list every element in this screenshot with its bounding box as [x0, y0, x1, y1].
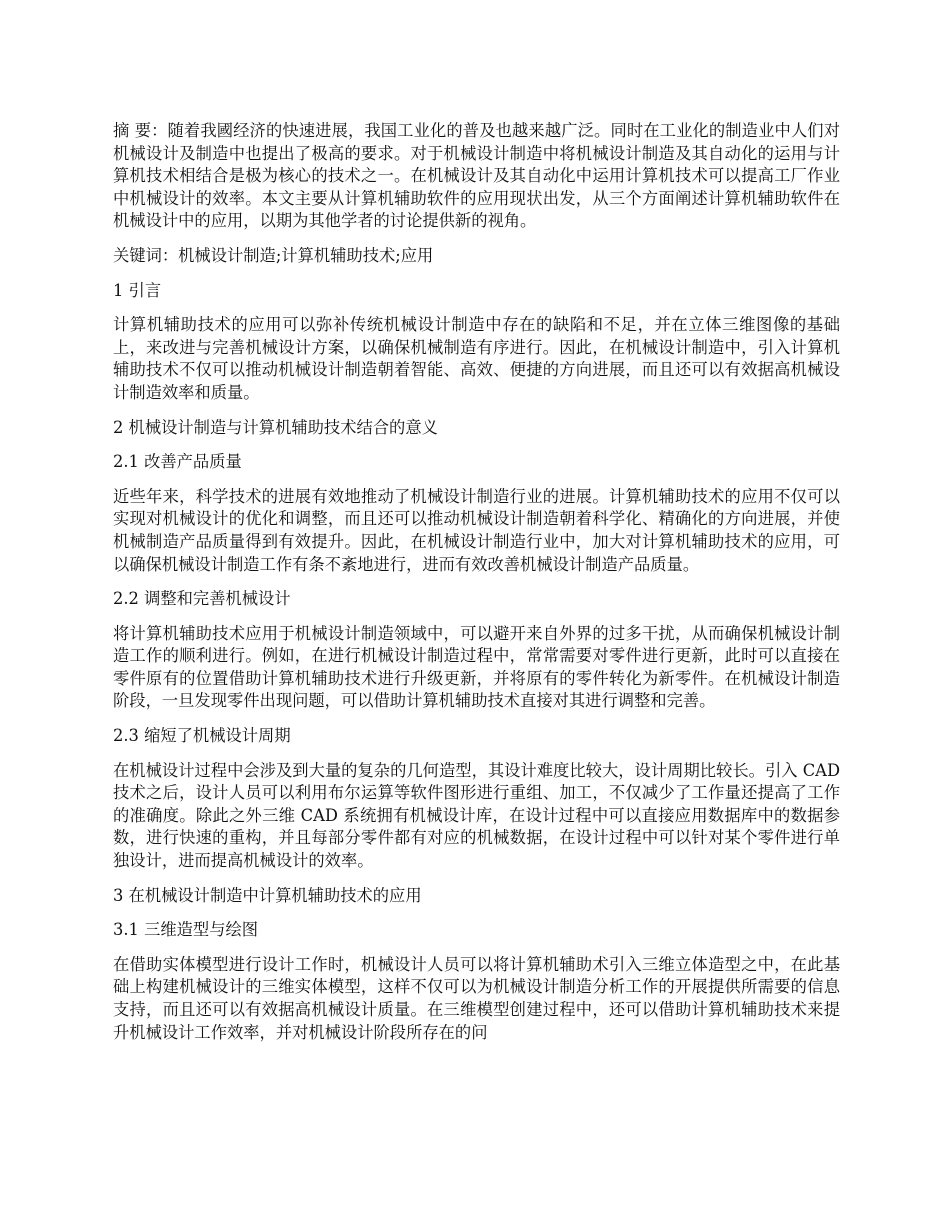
body-paragraph-2-3: 在机械设计过程中会涉及到大量的复杂的几何造型，其设计难度比较大，设计周期比较长。引入 CAD 技术之后，设计人员可以利用布尔运算等软件图形进行重组、加工，不仅减少了工作量还提高了工作的准确度。除此之外三维 CAD 系统拥有机械设计库，在设计过程中可以直接应用数据库中的数据参数，进行快速的重构，并且每部分零件都有对应的机械数据，在设计过程中可以针对某个零件进行单独设计，进而提高机械设计的效率。 [113, 760, 840, 871]
keywords-line: 关键词：机械设计制造;计算机辅助技术;应用 [113, 245, 434, 265]
section-heading-3: 3 在机械设计制造中计算机辅助技术的应用 [113, 885, 422, 905]
body-paragraph-3-1: 在借助实体模型进行设计工作时，机械设计人员可以将计算机辅助术引入三维立体造型之中，在此基础上构建机械设计的三维实体模型，这样不仅可以为机械设计制造分析工作的开展提供所需要的信息支持，而且还可以有效据高机械设计质量。在三维模型创建过程中，还可以借助计算机辅助技术来提升机械设计工作效率，并对机械设计阶段所存在的问 [113, 954, 840, 1042]
section-heading-2: 2 机械设计制造与计算机辅助技术结合的意义 [113, 417, 438, 437]
body-paragraph-2-2: 将计算机辅助技术应用于机械设计制造领域中，可以避开来自外界的过多干扰，从而确保机械设计制造工作的顺利进行。例如，在进行机械设计制造过程中，常常需要对零件进行更新，此时可以直接在零件原有的位置借助计算机辅助技术进行升级更新，并将原有的零件转化为新零件。在机械设计制造阶段，一旦发现零件出现问题，可以借助计算机辅助技术直接对其进行调整和完善。 [113, 623, 840, 711]
section-heading-1: 1 引言 [113, 280, 162, 300]
abstract-paragraph: 摘 要：随着我國经济的快速进展，我国工业化的普及也越来越广泛。同时在工业化的制造业中人们对机械设计及制造中也提出了极高的要求。对于机械设计制造中将机械设计制造及其自动化的运用与计算机技术相结合是极为核心的技术之一。在机械设计及其自动化中运用计算机技术可以提高工厂作业中机械设计的效率。本文主要从计算机辅助软件的应用现状出发，从三个方面阐述计算机辅助软件在机械设计中的应用，以期为其他学者的讨论提供新的视角。 [113, 121, 840, 231]
document-page [113, 120, 840, 1056]
body-paragraph-2-1: 近些年来，科学技术的进展有效地推动了机械设计制造行业的进展。计算机辅助技术的应用不仅可以实现对机械设计的优化和调整，而且还可以推动机械设计制造朝着科学化、精确化的方向进展，并使机械制造产品质量得到有效提升。因此，在机械设计制造行业中，加大对计算机辅助技术的应用，可以确保机械设计制造工作有条不紊地进行，进而有效改善机械设计制造产品质量。 [113, 486, 840, 574]
body-paragraph-1: 计算机辅助技术的应用可以弥补传统机械设计制造中存在的缺陷和不足，并在立体三维图像的基础上，来改进与完善机械设计方案，以确保机械制造有序进行。因此，在机械设计制造中，引入计算机辅助技术不仅可以推动机械设计制造朝着智能、高效、便捷的方向进展，而且还可以有效据高机械设计制造效率和质量。 [113, 315, 840, 402]
subsection-heading-3-1: 3.1 三维造型与绘图 [113, 920, 259, 940]
subsection-heading-2-1: 2.1 改善产品质量 [113, 452, 242, 472]
subsection-heading-2-2: 2.2 调整和完善机械设计 [113, 589, 291, 609]
subsection-heading-2-3: 2.3 缩短了机械设计周期 [113, 726, 291, 746]
